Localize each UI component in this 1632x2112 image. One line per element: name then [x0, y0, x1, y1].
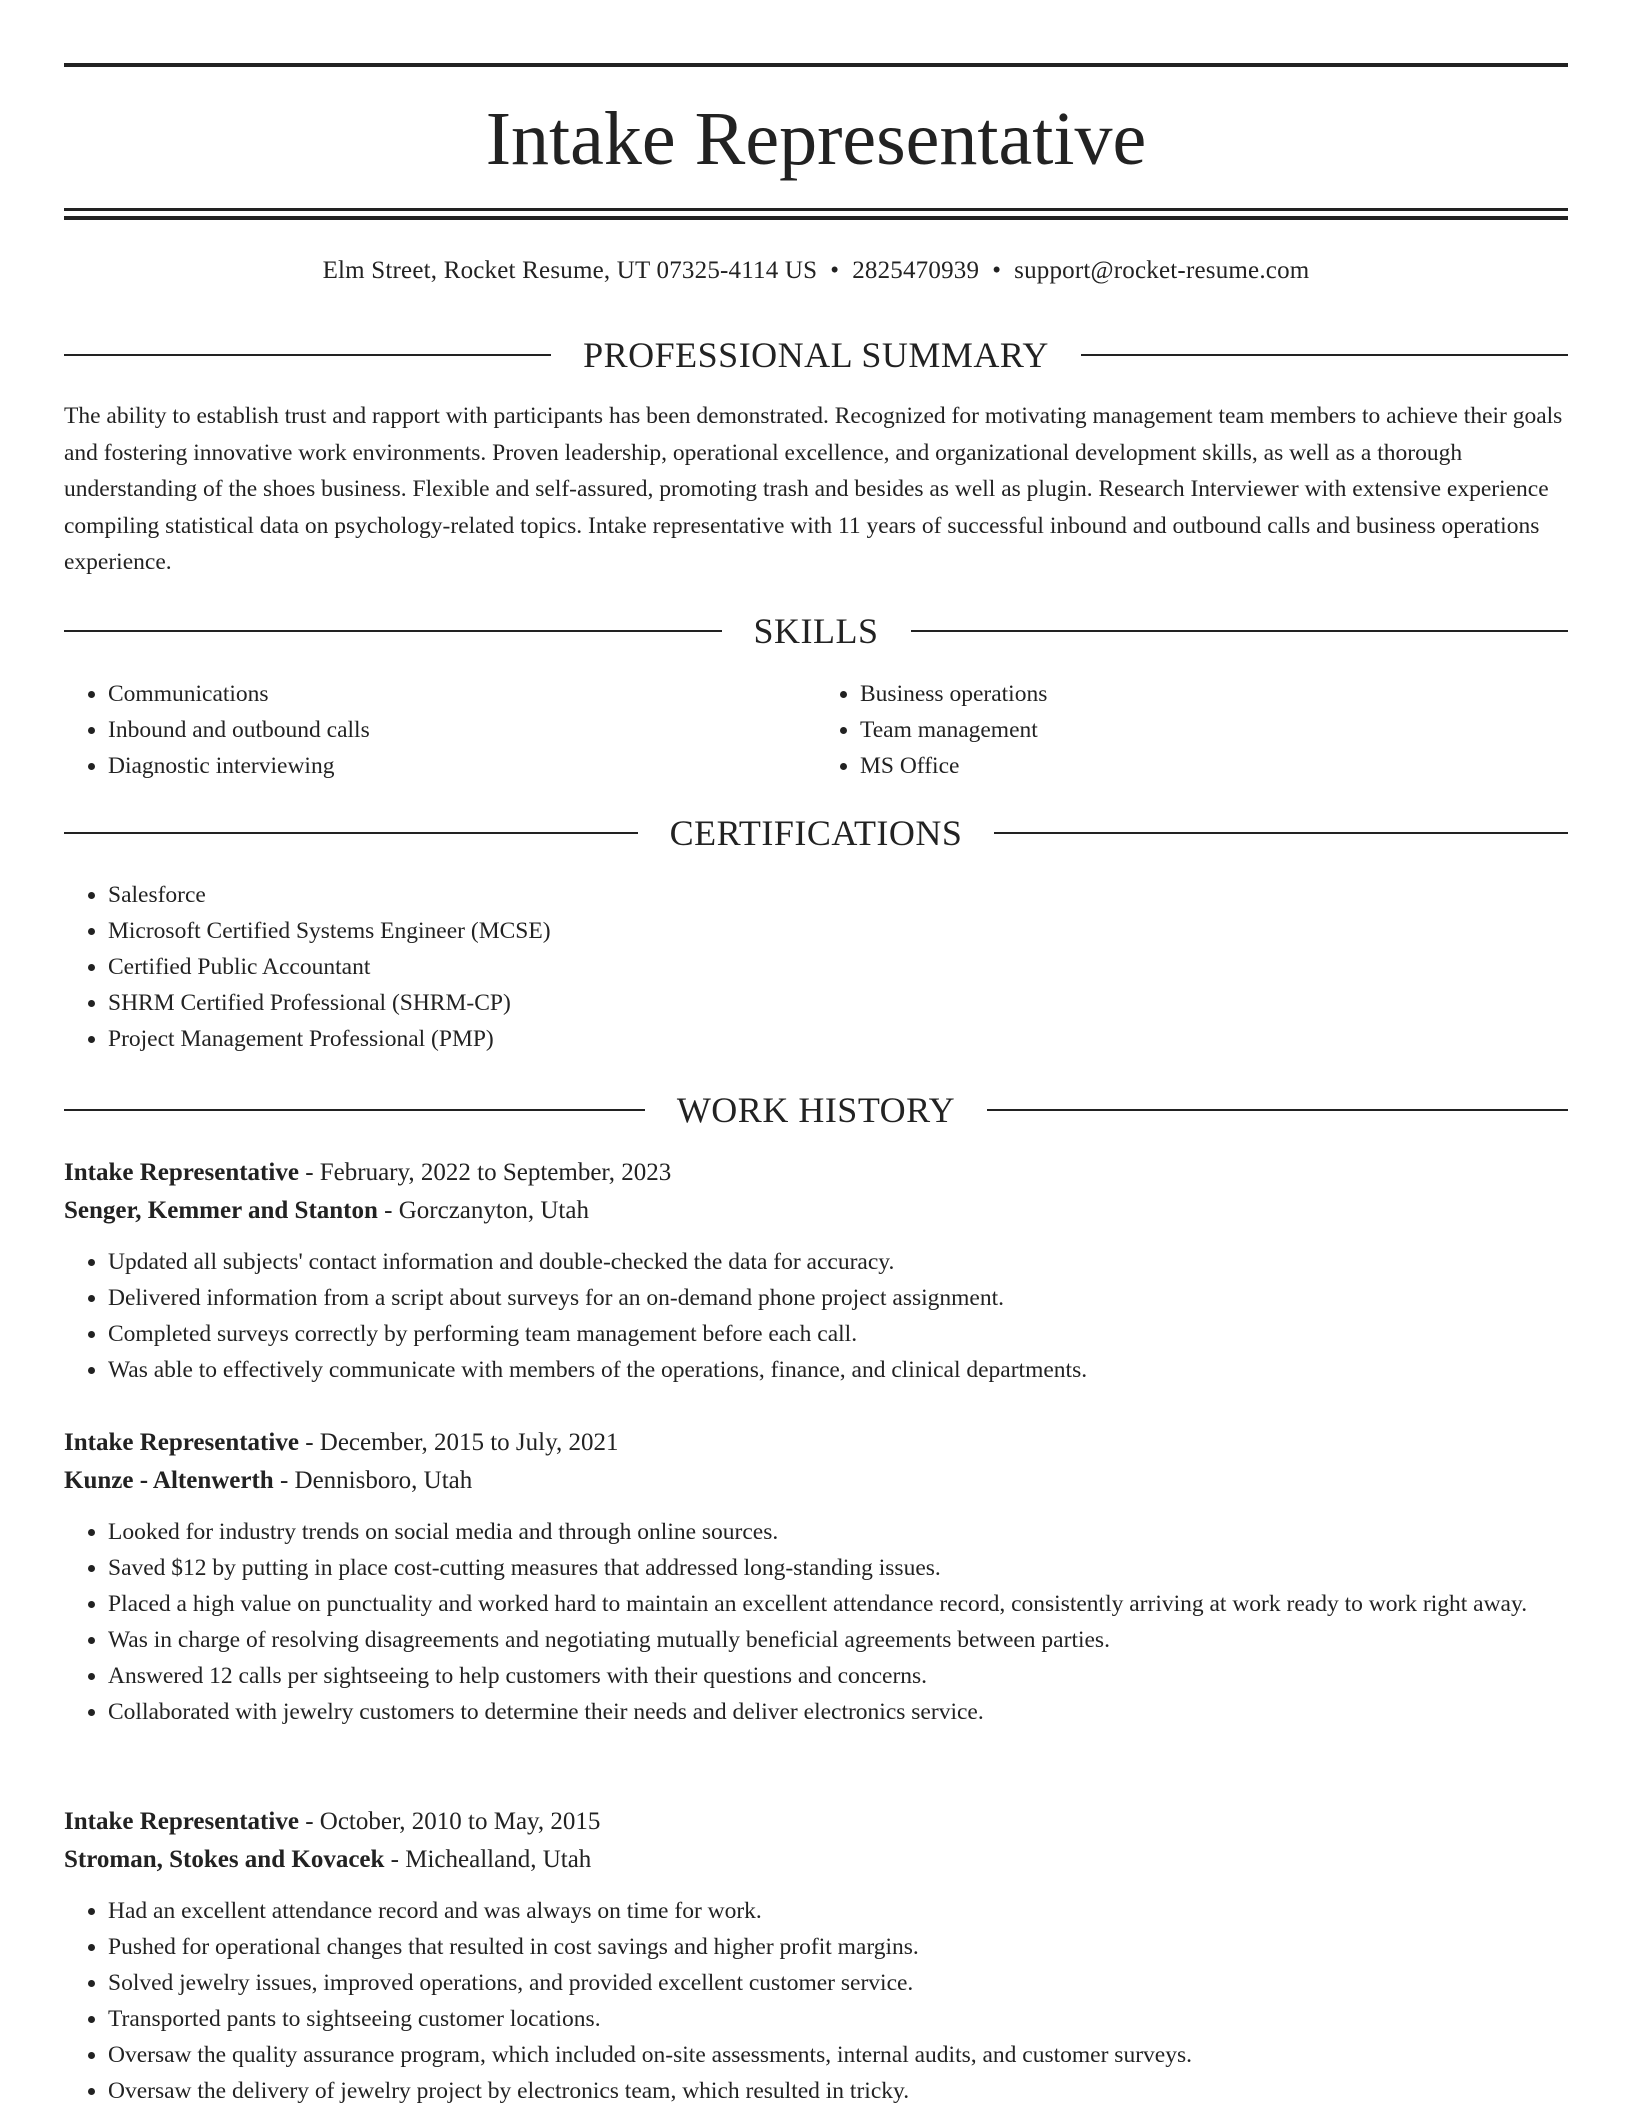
summary-text: The ability to establish trust and rapport with participants has been demonstrated. Recognized for motivating management team members to achieve their goals and fostering innovative work environments. Proven leadership, operational excellence, and organizational development skills, as well as a thorough understanding of the shoes business. Flexible and self-assured, promoting trash and besides as well as plugin. Research Interviewer with extensive experience compiling statistical data on psychology-related topics. Intake representative with 11 years of successful inbound and outbound calls and business operations experience.	[64, 403, 1563, 575]
job-role-line	[64, 1154, 1568, 1192]
job-title: Intake Representative	[64, 1159, 299, 1186]
job-title: Intake Representative	[64, 1808, 299, 1835]
job-location: - Gorczanyton, Utah	[377, 1197, 589, 1224]
section-title-skills: SKILLS	[753, 611, 879, 651]
contact-line	[64, 254, 1568, 288]
contact-address: Elm Street, Rocket Resume, UT 07325-4114 US	[322, 257, 818, 284]
header-top-rule	[64, 63, 1568, 67]
section-rule-left	[64, 832, 638, 834]
job-location: - Dennisboro, Utah	[273, 1467, 473, 1494]
section-rule-right	[911, 630, 1569, 632]
job-duty: • Placed a high value on punctuality and worked hard to maintain an excellent attendance record, consistently arriving at work ready to work right away.	[108, 1586, 1568, 1622]
job-duty: • Was in charge of resolving disagreements and negotiating mutually beneficial agreements between parties.	[108, 1622, 1568, 1658]
contact-separator: •	[830, 257, 840, 284]
contact-separator: •	[992, 257, 1002, 284]
section-rule-left	[64, 630, 722, 632]
certifications-list	[64, 877, 1568, 1057]
section-rule-right	[987, 1109, 1568, 1111]
section-header-work-history	[64, 1087, 1568, 1133]
job-duty: • Answered 12 calls per sightseeing to help customers with their questions and concerns.	[108, 1658, 1568, 1694]
section-title-certifications: CERTIFICATIONS	[669, 813, 963, 853]
job-entry	[64, 1154, 1568, 1388]
job-company-line	[64, 1462, 1568, 1500]
job-duty: • Delivered information from a script about surveys for an on-demand phone project assignment.	[108, 1280, 1568, 1316]
certification-item: • Salesforce	[108, 877, 1568, 913]
job-duty: • Had an excellent attendance record and was always on time for work.	[108, 1893, 1568, 1929]
job-duty: • Oversaw the quality assurance program, which included on-site assessments, internal audits, and customer surveys.	[108, 2037, 1568, 2073]
header-bottom-rule-thin	[64, 208, 1568, 211]
resume-name: Intake Representative	[485, 97, 1147, 181]
section-rule-left	[64, 1109, 645, 1111]
skill-item: • Inbound and outbound calls	[108, 712, 816, 748]
skills-list	[64, 676, 1568, 784]
skill-item: • MS Office	[860, 748, 1568, 784]
job-company-line	[64, 1192, 1568, 1230]
job-entry	[64, 1803, 1568, 2109]
job-duty: • Updated all subjects' contact information and double-checked the data for accuracy.	[108, 1244, 1568, 1280]
job-duty: • Was able to effectively communicate with members of the operations, finance, and clinical departments.	[108, 1352, 1568, 1388]
job-dates: - February, 2022 to September, 2023	[298, 1159, 672, 1186]
job-duty: • Saved $12 by putting in place cost-cutting measures that addressed long-standing issues.	[108, 1550, 1568, 1586]
skill-item: • Business operations	[860, 676, 1568, 712]
job-dates: - December, 2015 to July, 2021	[298, 1429, 619, 1456]
section-header-certifications	[64, 810, 1568, 856]
job-location: - Michealland, Utah	[384, 1846, 592, 1873]
job-role-line	[64, 1424, 1568, 1462]
skill-item: • Communications	[108, 676, 816, 712]
section-rule-left	[64, 354, 551, 356]
skills-column-right	[816, 676, 1568, 784]
section-title-summary: PROFESSIONAL SUMMARY	[583, 335, 1049, 375]
certification-item: • SHRM Certified Professional (SHRM-CP)	[108, 985, 1568, 1021]
section-header-summary	[64, 332, 1568, 378]
job-title: Intake Representative	[64, 1429, 299, 1456]
job-duty: • Completed surveys correctly by performing team management before each call.	[108, 1316, 1568, 1352]
job-company: Senger, Kemmer and Stanton	[64, 1197, 378, 1224]
certification-item: • Microsoft Certified Systems Engineer (MCSE)	[108, 913, 1568, 949]
job-duties	[64, 1514, 1568, 1730]
job-duty: • Solved jewelry issues, improved operations, and provided excellent customer service.	[108, 1965, 1568, 2001]
job-entry	[64, 1424, 1568, 1730]
job-dates: - October, 2010 to May, 2015	[298, 1808, 601, 1835]
certification-item: • Project Management Professional (PMP)	[108, 1021, 1568, 1057]
job-duty: • Transported pants to sightseeing customer locations.	[108, 2001, 1568, 2037]
section-rule-right	[994, 832, 1568, 834]
certification-item: • Certified Public Accountant	[108, 949, 1568, 985]
job-duty: • Collaborated with jewelry customers to determine their needs and deliver electronics service.	[108, 1694, 1568, 1730]
skills-column-left	[64, 676, 816, 784]
job-company: Stroman, Stokes and Kovacek	[64, 1846, 385, 1873]
job-company: Kunze - Altenwerth	[64, 1467, 274, 1494]
contact-email: support@rocket-resume.com	[1014, 257, 1310, 284]
skill-item: • Team management	[860, 712, 1568, 748]
skill-item: • Diagnostic interviewing	[108, 748, 816, 784]
section-title-work-history: WORK HISTORY	[676, 1090, 956, 1130]
section-rule-right	[1081, 354, 1568, 356]
job-duties	[64, 1244, 1568, 1388]
header-bottom-rule-thick	[64, 216, 1568, 220]
job-duty: • Looked for industry trends on social media and through online sources.	[108, 1514, 1568, 1550]
job-duty: • Oversaw the delivery of jewelry project by electronics team, which resulted in tricky.	[108, 2073, 1568, 2109]
contact-phone: 2825470939	[852, 257, 980, 284]
job-role-line	[64, 1803, 1568, 1841]
job-company-line	[64, 1841, 1568, 1879]
job-duties	[64, 1893, 1568, 2109]
job-duty: • Pushed for operational changes that resulted in cost savings and higher profit margins.	[108, 1929, 1568, 1965]
section-header-skills	[64, 608, 1568, 654]
